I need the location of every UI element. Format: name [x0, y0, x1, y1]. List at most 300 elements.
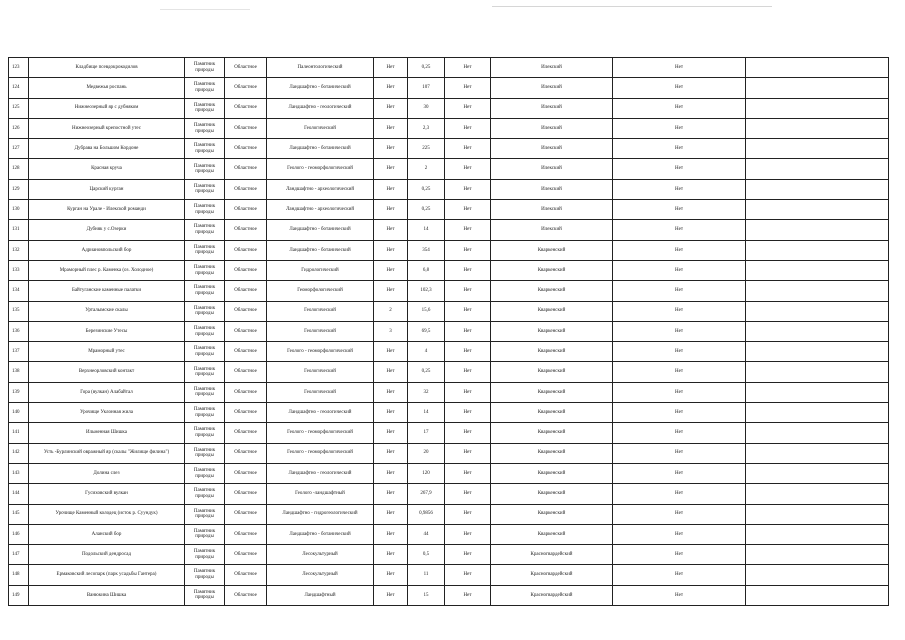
site-area: 354	[408, 240, 445, 260]
site-other: Нет	[613, 504, 746, 524]
site-name: Нижнеозерный яр с дубняком	[29, 98, 185, 118]
site-other: Нет	[613, 362, 746, 382]
empty-cell	[746, 362, 889, 382]
site-protection-zone: Нет	[445, 565, 491, 585]
site-protection-zone: Нет	[445, 220, 491, 240]
site-name: Кладбище псевдокрокодилов	[29, 58, 185, 78]
site-category: Памятник природы	[185, 342, 225, 362]
site-other: Нет	[613, 321, 746, 341]
site-district: Кваркенский	[491, 524, 613, 544]
site-category: Памятник природы	[185, 260, 225, 280]
site-profile: Ландшафтно - гидрогеологический	[267, 504, 374, 524]
row-number: 146	[9, 524, 29, 544]
site-profile: Ландшафтно - ботанический	[267, 78, 374, 98]
site-protection-zone: Нет	[445, 484, 491, 504]
site-significance: Областное	[225, 220, 267, 240]
site-name: Ермаковский лесопарк (парк усадьбы Гантера)	[29, 565, 185, 585]
empty-cell	[746, 58, 889, 78]
site-area: 0,25	[408, 179, 445, 199]
site-profile: Ландшафтно - ботанический	[267, 240, 374, 260]
site-name: Ванюкина Шишка	[29, 585, 185, 605]
row-number: 139	[9, 382, 29, 402]
site-other: Нет	[613, 403, 746, 423]
site-protection-zone: Нет	[445, 504, 491, 524]
site-significance: Областное	[225, 423, 267, 443]
site-category: Памятник природы	[185, 484, 225, 504]
site-protection-zone: Нет	[445, 301, 491, 321]
site-cluster: Нет	[374, 403, 408, 423]
site-area: 11	[408, 565, 445, 585]
table-row	[9, 301, 889, 321]
site-cluster: Нет	[374, 98, 408, 118]
site-cluster: Нет	[374, 524, 408, 544]
site-district: Кваркенский	[491, 281, 613, 301]
site-profile: Геологический	[267, 362, 374, 382]
site-district: Илекский	[491, 200, 613, 220]
site-area: 20	[408, 443, 445, 463]
empty-cell	[746, 504, 889, 524]
site-area: 15	[408, 585, 445, 605]
table-row	[9, 545, 889, 565]
table-row	[9, 342, 889, 362]
site-name: Курган на Урале - Илекской романди	[29, 200, 185, 220]
empty-cell	[746, 443, 889, 463]
site-district: Кваркенский	[491, 342, 613, 362]
empty-cell	[746, 281, 889, 301]
site-name: Медвежья роспань	[29, 78, 185, 98]
site-name: Байтуганские каменные палатки	[29, 281, 185, 301]
site-profile: Геолого - геоморфологический	[267, 443, 374, 463]
site-area: 267,9	[408, 484, 445, 504]
site-cluster: Нет	[374, 565, 408, 585]
site-other: Нет	[613, 545, 746, 565]
site-cluster: 3	[374, 321, 408, 341]
site-district: Кваркенский	[491, 423, 613, 443]
site-significance: Областное	[225, 585, 267, 605]
site-name: Ильменная Шишка	[29, 423, 185, 443]
site-name: Царский курган	[29, 179, 185, 199]
empty-cell	[746, 220, 889, 240]
site-other: Нет	[613, 382, 746, 402]
site-protection-zone: Нет	[445, 362, 491, 382]
site-district: Кваркенский	[491, 443, 613, 463]
row-number: 135	[9, 301, 29, 321]
site-name: Урталымские скалы	[29, 301, 185, 321]
table-row	[9, 200, 889, 220]
site-significance: Областное	[225, 382, 267, 402]
empty-cell	[746, 423, 889, 443]
site-protection-zone: Нет	[445, 118, 491, 138]
row-number: 132	[9, 240, 29, 260]
row-number: 138	[9, 362, 29, 382]
site-significance: Областное	[225, 58, 267, 78]
site-district: Илекский	[491, 98, 613, 118]
site-profile: Ландшафтно - ботанический	[267, 139, 374, 159]
site-profile: Геолого -ландшафтный	[267, 484, 374, 504]
table-row	[9, 504, 889, 524]
row-number: 134	[9, 281, 29, 301]
site-protection-zone: Нет	[445, 403, 491, 423]
empty-cell	[746, 240, 889, 260]
site-area: 14	[408, 220, 445, 240]
site-category: Памятник природы	[185, 220, 225, 240]
site-category: Памятник природы	[185, 200, 225, 220]
row-number: 131	[9, 220, 29, 240]
protected-areas-table	[8, 57, 889, 606]
site-cluster: Нет	[374, 260, 408, 280]
site-significance: Областное	[225, 403, 267, 423]
site-district: Красногвардейский	[491, 565, 613, 585]
row-number: 143	[9, 463, 29, 483]
site-name: Подольский дендросад	[29, 545, 185, 565]
row-number: 123	[9, 58, 29, 78]
empty-cell	[746, 545, 889, 565]
site-profile: Лесокультурный	[267, 545, 374, 565]
site-significance: Областное	[225, 301, 267, 321]
site-area: 102,3	[408, 281, 445, 301]
site-area: 2	[408, 159, 445, 179]
site-area: 0,25	[408, 362, 445, 382]
site-name: Мраморный утес	[29, 342, 185, 362]
site-profile: Гидрологический	[267, 260, 374, 280]
site-significance: Областное	[225, 504, 267, 524]
site-district: Кваркенский	[491, 403, 613, 423]
site-district: Илекский	[491, 58, 613, 78]
site-category: Памятник природы	[185, 139, 225, 159]
site-other: Нет	[613, 423, 746, 443]
site-profile: Ландшафтно - геологический	[267, 463, 374, 483]
site-other: Нет	[613, 159, 746, 179]
site-area: 0,25	[408, 200, 445, 220]
site-name: Гусиховский вулкан	[29, 484, 185, 504]
table-body	[9, 58, 889, 606]
site-name: Долина слез	[29, 463, 185, 483]
site-cluster: Нет	[374, 463, 408, 483]
site-area: 225	[408, 139, 445, 159]
site-other: Нет	[613, 200, 746, 220]
site-area: 120	[408, 463, 445, 483]
table-row	[9, 98, 889, 118]
site-name: Красная круча	[29, 159, 185, 179]
empty-cell	[746, 382, 889, 402]
table-row	[9, 423, 889, 443]
site-name: Дубняк у с.Озерки	[29, 220, 185, 240]
site-significance: Областное	[225, 240, 267, 260]
site-significance: Областное	[225, 362, 267, 382]
site-category: Памятник природы	[185, 423, 225, 443]
site-profile: Геологический	[267, 382, 374, 402]
row-number: 142	[9, 443, 29, 463]
site-protection-zone: Нет	[445, 524, 491, 544]
site-significance: Областное	[225, 281, 267, 301]
table-row	[9, 565, 889, 585]
site-category: Памятник природы	[185, 524, 225, 544]
site-protection-zone: Нет	[445, 545, 491, 565]
site-other: Нет	[613, 98, 746, 118]
site-district: Илекский	[491, 159, 613, 179]
site-district: Кваркенский	[491, 321, 613, 341]
table-row	[9, 78, 889, 98]
site-category: Памятник природы	[185, 585, 225, 605]
site-cluster: Нет	[374, 484, 408, 504]
site-significance: Областное	[225, 118, 267, 138]
empty-cell	[746, 159, 889, 179]
empty-cell	[746, 301, 889, 321]
site-profile: Ландшафтно - археологический	[267, 200, 374, 220]
site-other: Нет	[613, 78, 746, 98]
table-row	[9, 321, 889, 341]
site-category: Памятник природы	[185, 98, 225, 118]
site-protection-zone: Нет	[445, 159, 491, 179]
site-protection-zone: Нет	[445, 423, 491, 443]
table-row	[9, 139, 889, 159]
row-number: 145	[9, 504, 29, 524]
site-area: 0,9856	[408, 504, 445, 524]
empty-cell	[746, 565, 889, 585]
site-category: Памятник природы	[185, 58, 225, 78]
site-name: Аланский бор	[29, 524, 185, 544]
site-district: Кваркенский	[491, 382, 613, 402]
site-protection-zone: Нет	[445, 240, 491, 260]
table-row	[9, 281, 889, 301]
site-significance: Областное	[225, 260, 267, 280]
site-profile: Геологический	[267, 301, 374, 321]
site-district: Кваркенский	[491, 301, 613, 321]
site-profile: Ландшафтно - археологический	[267, 179, 374, 199]
empty-cell	[746, 118, 889, 138]
site-cluster: Нет	[374, 240, 408, 260]
table-row	[9, 118, 889, 138]
site-area: 0,5	[408, 545, 445, 565]
site-area: 30	[408, 98, 445, 118]
empty-cell	[746, 179, 889, 199]
site-significance: Областное	[225, 463, 267, 483]
site-other: Нет	[613, 463, 746, 483]
site-cluster: Нет	[374, 585, 408, 605]
site-other: Нет	[613, 260, 746, 280]
site-protection-zone: Нет	[445, 281, 491, 301]
site-protection-zone: Нет	[445, 78, 491, 98]
row-number: 130	[9, 200, 29, 220]
table-row	[9, 220, 889, 240]
site-area: 15,6	[408, 301, 445, 321]
site-district: Илекский	[491, 139, 613, 159]
site-area: 32	[408, 382, 445, 402]
site-cluster: Нет	[374, 342, 408, 362]
site-district: Красногвардейский	[491, 585, 613, 605]
row-number: 148	[9, 565, 29, 585]
empty-cell	[746, 524, 889, 544]
site-category: Памятник природы	[185, 545, 225, 565]
site-area: 17	[408, 423, 445, 443]
site-name: Верхнеорловский контакт	[29, 362, 185, 382]
site-area: 6,8	[408, 260, 445, 280]
site-other: Нет	[613, 301, 746, 321]
site-other: Нет	[613, 58, 746, 78]
site-significance: Областное	[225, 179, 267, 199]
site-other: Нет	[613, 240, 746, 260]
site-cluster: Нет	[374, 423, 408, 443]
site-area: 2,3	[408, 118, 445, 138]
site-profile: Геологический	[267, 118, 374, 138]
site-category: Памятник природы	[185, 321, 225, 341]
site-protection-zone: Нет	[445, 139, 491, 159]
site-significance: Областное	[225, 321, 267, 341]
site-category: Памятник природы	[185, 159, 225, 179]
site-significance: Областное	[225, 98, 267, 118]
site-significance: Областное	[225, 484, 267, 504]
site-cluster: Нет	[374, 139, 408, 159]
table-row	[9, 524, 889, 544]
site-name: Березинские Утесы	[29, 321, 185, 341]
site-cluster: Нет	[374, 220, 408, 240]
site-name: Урочище Уклонная жила	[29, 403, 185, 423]
site-area: 69,5	[408, 321, 445, 341]
row-number: 124	[9, 78, 29, 98]
site-category: Памятник природы	[185, 118, 225, 138]
site-significance: Областное	[225, 545, 267, 565]
site-other: Нет	[613, 524, 746, 544]
site-cluster: Нет	[374, 200, 408, 220]
site-profile: Ландшафтно - ботанический	[267, 220, 374, 240]
site-protection-zone: Нет	[445, 58, 491, 78]
site-area: 14	[408, 403, 445, 423]
empty-cell	[746, 342, 889, 362]
table-row	[9, 463, 889, 483]
site-other: Нет	[613, 565, 746, 585]
site-category: Памятник природы	[185, 382, 225, 402]
empty-cell	[746, 585, 889, 605]
site-name: Урочище Каменный колодец (исток р. Суундук)	[29, 504, 185, 524]
empty-cell	[746, 321, 889, 341]
site-profile: Геолого - геоморфологический	[267, 423, 374, 443]
table-row	[9, 179, 889, 199]
site-profile: Ландшафтно - геологический	[267, 98, 374, 118]
table-row	[9, 443, 889, 463]
row-number: 127	[9, 139, 29, 159]
site-other: Нет	[613, 585, 746, 605]
empty-cell	[746, 484, 889, 504]
site-name: Усть -Бурлинский овражный яр (скалы "Жилище филина")	[29, 443, 185, 463]
site-other: Нет	[613, 179, 746, 199]
table-row	[9, 260, 889, 280]
site-protection-zone: Нет	[445, 382, 491, 402]
site-cluster: Нет	[374, 443, 408, 463]
site-district: Кваркенский	[491, 260, 613, 280]
site-category: Памятник природы	[185, 78, 225, 98]
empty-cell	[746, 200, 889, 220]
site-other: Нет	[613, 220, 746, 240]
table-row	[9, 585, 889, 605]
row-number: 126	[9, 118, 29, 138]
site-cluster: Нет	[374, 281, 408, 301]
site-category: Памятник природы	[185, 443, 225, 463]
site-category: Памятник природы	[185, 403, 225, 423]
site-name: Мраморный плес р. Каменка (оз. Холодное)	[29, 260, 185, 280]
site-name: Гора (вулкан) Алабайтал	[29, 382, 185, 402]
scan-artifact-line	[160, 9, 250, 10]
site-area: 107	[408, 78, 445, 98]
empty-cell	[746, 78, 889, 98]
site-other: Нет	[613, 342, 746, 362]
site-area: 0,25	[408, 58, 445, 78]
row-number: 133	[9, 260, 29, 280]
site-significance: Областное	[225, 78, 267, 98]
empty-cell	[746, 403, 889, 423]
site-cluster: Нет	[374, 58, 408, 78]
site-significance: Областное	[225, 139, 267, 159]
site-district: Илекский	[491, 78, 613, 98]
table-row	[9, 159, 889, 179]
site-cluster: Нет	[374, 382, 408, 402]
site-category: Памятник природы	[185, 565, 225, 585]
site-cluster: Нет	[374, 78, 408, 98]
site-district: Кваркенский	[491, 240, 613, 260]
site-cluster: 2	[374, 301, 408, 321]
site-profile: Лесокультурный	[267, 565, 374, 585]
site-category: Памятник природы	[185, 240, 225, 260]
site-profile: Геолого - геоморфологический	[267, 342, 374, 362]
table-row	[9, 403, 889, 423]
row-number: 136	[9, 321, 29, 341]
site-category: Памятник природы	[185, 362, 225, 382]
site-protection-zone: Нет	[445, 179, 491, 199]
empty-cell	[746, 98, 889, 118]
row-number: 125	[9, 98, 29, 118]
site-cluster: Нет	[374, 504, 408, 524]
row-number: 129	[9, 179, 29, 199]
row-number: 147	[9, 545, 29, 565]
site-profile: Геолого - геоморфологический	[267, 159, 374, 179]
site-district: Кваркенский	[491, 484, 613, 504]
site-protection-zone: Нет	[445, 585, 491, 605]
scan-artifact-line	[492, 6, 772, 7]
site-district: Илекский	[491, 179, 613, 199]
site-category: Памятник природы	[185, 179, 225, 199]
row-number: 137	[9, 342, 29, 362]
site-cluster: Нет	[374, 545, 408, 565]
site-area: 4	[408, 342, 445, 362]
site-other: Нет	[613, 443, 746, 463]
table-row	[9, 362, 889, 382]
site-other: Нет	[613, 118, 746, 138]
site-category: Памятник природы	[185, 504, 225, 524]
site-other: Нет	[613, 139, 746, 159]
site-significance: Областное	[225, 565, 267, 585]
row-number: 141	[9, 423, 29, 443]
site-district: Кваркенский	[491, 362, 613, 382]
site-significance: Областное	[225, 159, 267, 179]
site-cluster: Нет	[374, 159, 408, 179]
site-name: Адриановпольский бор	[29, 240, 185, 260]
site-profile: Ландшафтно - геологический	[267, 403, 374, 423]
site-significance: Областное	[225, 200, 267, 220]
site-district: Илекский	[491, 220, 613, 240]
row-number: 128	[9, 159, 29, 179]
site-protection-zone: Нет	[445, 321, 491, 341]
site-profile: Палеонтологический	[267, 58, 374, 78]
row-number: 144	[9, 484, 29, 504]
site-name: Нижнеозерный крепостной утес	[29, 118, 185, 138]
table-row	[9, 382, 889, 402]
site-protection-zone: Нет	[445, 98, 491, 118]
site-protection-zone: Нет	[445, 342, 491, 362]
site-other: Нет	[613, 484, 746, 504]
empty-cell	[746, 260, 889, 280]
row-number: 149	[9, 585, 29, 605]
site-category: Памятник природы	[185, 281, 225, 301]
site-cluster: Нет	[374, 362, 408, 382]
